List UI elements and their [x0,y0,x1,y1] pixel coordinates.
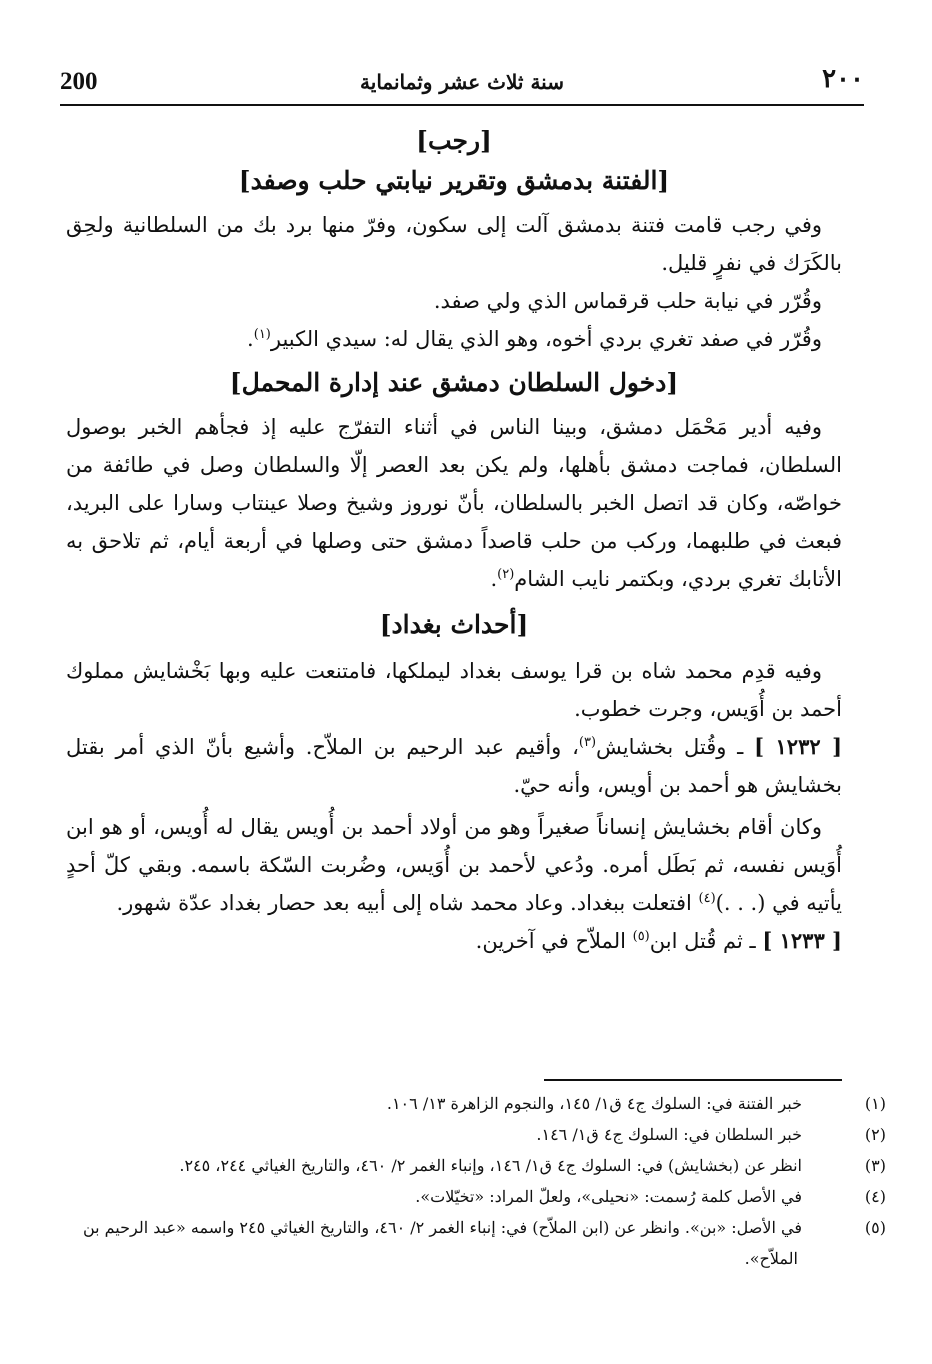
footnote-text: انظر عن (بخشايش) في: السلوك ج٤ ق١/ ١٤٦، وإنباء الغمر ٢/ ٤٦٠، والتاريخ الغياثي ٢٤٤، ٢٤٥. [179,1156,802,1175]
footnote-mark: (٢) [864,1125,886,1144]
main-text [66,118,842,960]
footnote-mark: (٥) [864,1218,886,1237]
paragraph-text: ، وأقيم عبد الرحيم بن الملاّح. وأشيع بأنّ الذي أمر بقتل بخشايش هو أحمد بن أويس، وأنه حيّ. [66,735,842,797]
paragraph-end: . [490,567,498,591]
section-rajab [66,124,842,358]
entry-number: [ ١٢٣٣ ] [762,928,842,953]
paragraph: وفيه قدِم محمد شاه بن قرا يوسف بغداد ليملكها، فامتنعت عليه وبها بَخْشايش مملوك أحمد بن أُوَيس، وجرت خطوب. [66,659,842,721]
footnote [66,1119,886,1150]
footnote-mark: (١) [864,1094,886,1113]
section-heading: [دخول السلطان دمشق عند إدارة المحمل] [229,368,679,397]
paragraph [66,408,842,598]
footnote-ref: (١) [253,327,271,342]
footnote-rule [544,1079,842,1081]
paragraph: وقُرّر في نيابة حلب قرقماس الذي ولي صفد. [433,289,822,313]
footnote [66,1212,886,1274]
paragraph [66,728,842,804]
paragraph-text: افتعلت ببغداد. وعاد محمد شاه إلى أبيه بعد حصار بغداد عدّة شهور. [116,891,699,915]
footnote-mark: (٣) [864,1156,886,1175]
footnote-text: في الأصل: «بن». وانظر عن (ابن الملاّح) في: إنباء الغمر ٢/ ٤٦٠، والتاريخ الغياثي ٢٤٥ واسمه «عبد الرحيم بن الملاّح». [82,1218,802,1268]
paragraph-text: الملاّح في آخرين. [475,929,633,953]
footnote-ref: (٣) [578,735,597,750]
running-title: سنة ثلاث عشر وثمانماية [360,70,564,94]
paragraph-text: وقُرّر في صفد تغري بردي أخوه، وهو الذي يقال له: سيدي الكبير [270,327,822,351]
section-baghdad [66,608,842,960]
month-heading: [رجب] [416,126,492,155]
paragraph-text: ـ وقُتل بخشايش [596,735,755,759]
footnote-ref: (٥) [632,929,650,944]
section-heading: [أحداث بغداد] [379,610,529,639]
section-heading: [الفتنة بدمشق وتقرير نيابتي حلب وصفد] [238,166,670,195]
paragraph-text: وفيه أدير مَحْمَل دمشق، وبينا الناس في أثناء التفرّج عليه إذ فجأهم الخبر بوصول السلطان، فماجت دمشق بأهلها، ولم يكن بعد العصر إلّا والسلطان وصل في طائفة من خواصّه، وكان قد اتصل الخبر بالسلطان، بأنّ نوروز وشيخ وصلا عينتاب وسارا على البريد، فبعث في طلبهما، وركب من حلب قاصداً دمشق حتى وصلها في أربعة أيام، ثم تلاحق به الأتابك تغري بردي، وبكتمر نايب الشام [66,415,842,591]
paragraph [66,922,842,960]
running-header [60,62,864,102]
header-rule [60,104,864,106]
footnote-text: خبر الفتنة في: السلوك ج٤ ق١/ ١٤٥، والنجوم الزاهرة ١٣/ ١٠٦. [386,1094,802,1113]
paragraph-end: . [247,327,254,351]
footnote-text: خبر السلطان في: السلوك ج٤ ق١/ ١٤٦. [536,1125,802,1144]
paragraph [66,808,842,922]
footnote-text: في الأصل كلمة رُسمت: «نحيلى»، ولعلّ المراد: «تخيّلات». [415,1187,802,1206]
footnote [66,1181,886,1212]
footnote [66,1150,886,1181]
paragraph-text: ـ ثم قُتل ابن [649,929,763,953]
paragraph: وفي رجب قامت فتنة بدمشق آلت إلى سكون، وفرّ منها برد بك من السلطانية ولحِق بالكَرَك في نفرٍ قليل. [66,213,842,275]
footnotes [66,1088,886,1274]
section-sultan-damascus [66,366,842,598]
footnote-mark: (٤) [864,1187,886,1206]
footnote-ref: (٤) [698,891,716,906]
page-number-arabic: ٢٠٠ [822,64,864,94]
footnote [66,1088,886,1119]
paragraph-text: وكان أقام بخشايش إنساناً صغيراً وهو من أولاد أحمد بن أُويس يقال له أُويس، أو هو ابن أُوَيس نفسه، ثم بَطَل أمره. ودُعي لأحمد بن أُوَيس، وضُربت السّكة باسمه. وبقي كلّ أحدٍ يأتيه في (. . .) [66,815,842,915]
paragraph [66,320,842,358]
page-number-latin: 200 [60,68,98,95]
footnote-ref: (٢) [497,567,515,582]
entry-number: [ ١٢٣٢ ] [754,734,843,759]
